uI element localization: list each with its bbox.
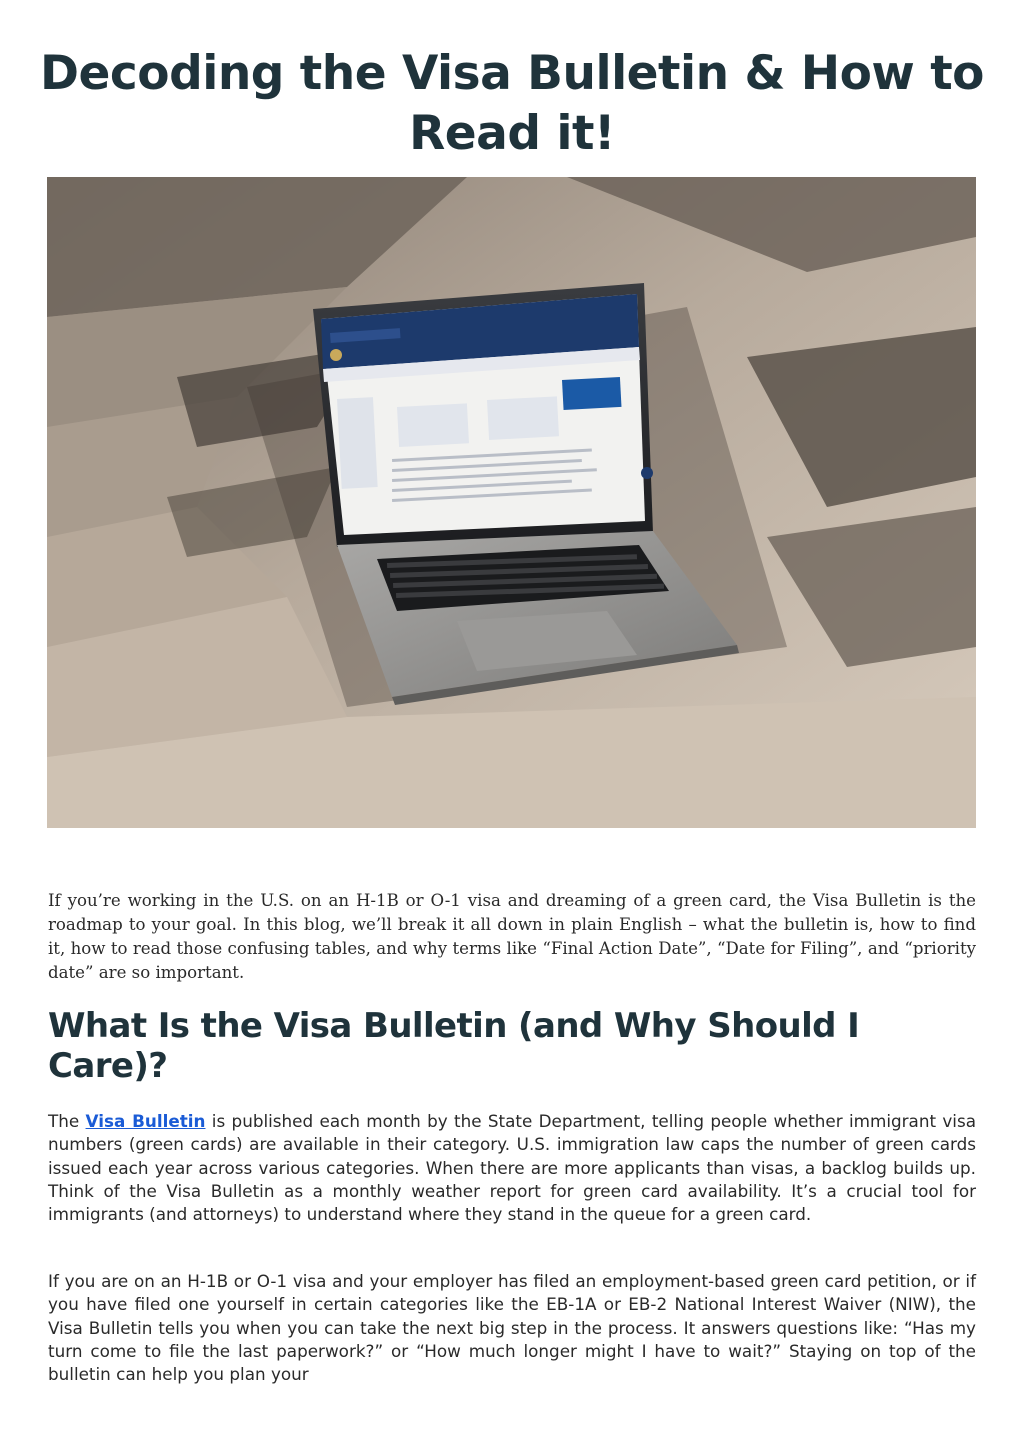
body-paragraph-2: If you are on an H-1B or O-1 visa and your employer has filed an employment-based green card petition, or if you have filed one yourself in certain categories like the EB-1A or EB-2 National Interest Waiver (NIW), the Visa Bulletin tells you when you can take the next big step in the process. It answers questions like: “Has my turn come to file the last paperwork?” or “How much longer might I have to wait?” Staying on top of the bulletin can help you plan your: [48, 1271, 976, 1385]
visa-bulletin-link[interactable]: Visa Bulletin: [85, 1111, 206, 1131]
para1-text: is published each month by the State Department, telling people whether immigrant visa numbers (green cards) are available in their category. U.S. immigration law caps the number of green cards issued each year across various categories. When there are more applicants than visas, a backlog builds up. Think of the Visa Bulletin as a monthly weather report for green card availability. It’s a crucial tool for immigrants (and attorneys) to understand where they stand in the queue for a green card.: [48, 1111, 976, 1225]
article-title: Decoding the Visa Bulletin & How to Read it!: [40, 46, 984, 161]
body-paragraph-1: [48, 1110, 976, 1226]
intro-paragraph: If you’re working in the U.S. on an H-1B or O-1 visa and dreaming of a green card, the Visa Bulletin is the roadmap to your goal. In this blog, we’ll break it all down in plain English – what the bulletin is, how to find it, how to read those confusing tables, and why terms like “Final Action Date”, “Date for Filing”, and “priority date” are so important.: [48, 891, 976, 982]
hero-illustration: [47, 177, 976, 828]
hero-image: [47, 177, 976, 828]
section-heading: What Is the Visa Bulletin (and Why Should I Care)?: [48, 1006, 860, 1086]
para1-prefix: The: [48, 1111, 86, 1131]
